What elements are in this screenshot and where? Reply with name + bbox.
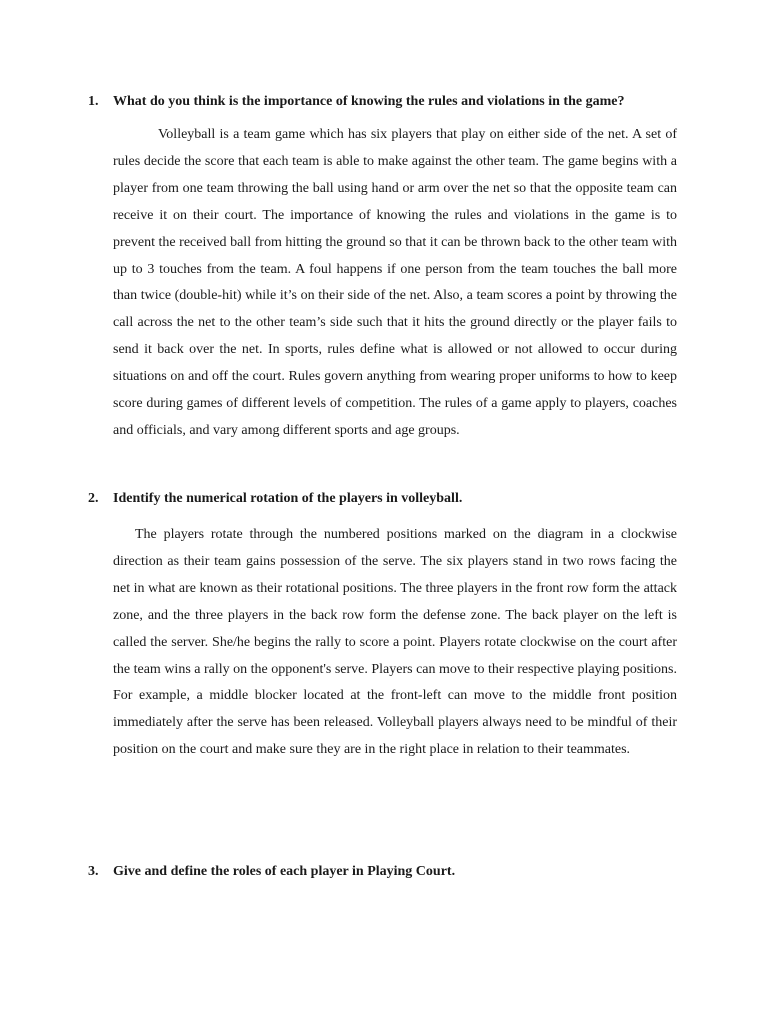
question-3 [88,863,688,881]
answer-1-paragraph: Volleyball is a team game which has six players that play on either side of the net. A set of rules decide the score that each team is able to make against the other team. The game begins with a player from one team throwing the ball using hand or arm over the net so that the opposite team can receive it on their court. The importance of knowing the rules and violations in the game is to prevent the received ball from hitting the ground so that it can be thrown back to the other team with up to 3 touches from the team. A foul happens if one person from the team touches the ball more than twice (double-hit) while it’s on their side of the net. Also, a team scores a point by throwing the call across the net to the other team’s side such that it hits the ground directly or the player fails to send it back over the net. In sports, rules define what is allowed or not allowed to occur during situations on and off the court. Rules govern anything from wearing proper uniforms to how to keep score during games of different levels of competition. The rules of a game apply to players, coaches and officials, and vary among different sports and age groups. [113,127,677,438]
answer-2-paragraph: The players rotate through the numbered positions marked on the diagram in a clockwise direction as their team gains possession of the serve. The six players stand in two rows facing the net in what are known as their rotational positions. The three players in the front row form the attack zone, and the three players in the back row form the defense zone. The back player on the left is called the server. She/he begins the rally to score a point. Players rotate clockwise on the court after the team wins a rally on the opponent's serve. Players can move to their respective playing positions. For example, a middle blocker located at the front-left can move to the middle front position immediately after the serve has been released. Volleyball players always need to be mindful of their position on the court and make sure they are in the right place in relation to their teammates. [113,527,677,758]
question-text: What do you think is the importance of knowing the rules and violations in the game? [113,94,625,109]
question-1 [88,93,688,111]
question-text: Give and define the roles of each player in Playing Court. [113,864,456,879]
question-number: 3. [88,864,99,879]
question-text: Identify the numerical rotation of the players in volleyball. [113,491,463,506]
question-number: 2. [88,491,99,506]
question-number: 1. [88,94,99,109]
question-2 [88,490,688,508]
